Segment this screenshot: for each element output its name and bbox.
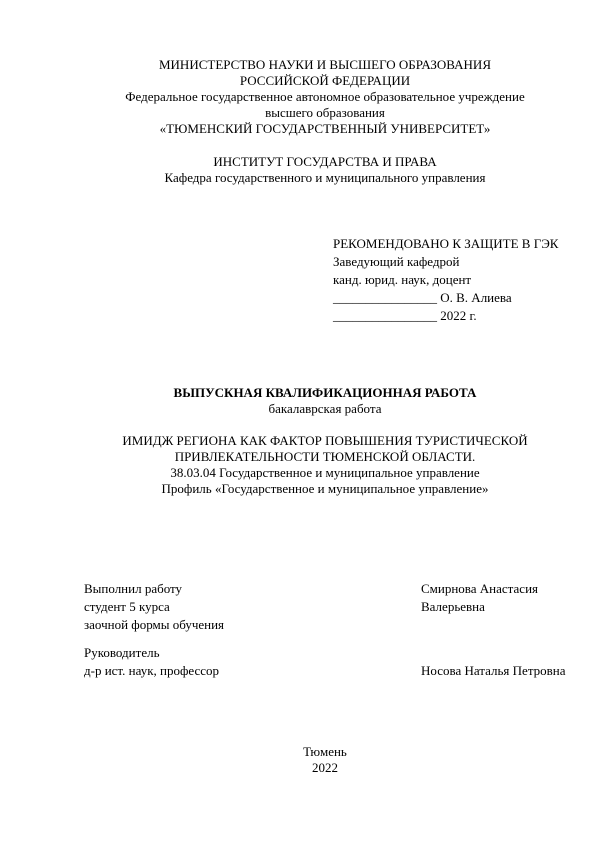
supervisor-label-1: Руководитель xyxy=(84,645,160,660)
approval-head-degree: канд. юрид. наук, доцент xyxy=(333,272,472,287)
university-name: «ТЮМЕНСКИЙ ГОСУДАРСТВЕННЫЙ УНИВЕРСИТЕТ» xyxy=(159,121,491,136)
supervisor-name: Носова Наталья Петровна xyxy=(421,663,566,678)
author-label-2: студент 5 курса xyxy=(84,599,170,614)
work-type-title: ВЫПУСКНАЯ КВАЛИФИКАЦИОННАЯ РАБОТА xyxy=(173,385,477,400)
approval-title: РЕКОМЕНДОВАНО К ЗАЩИТЕ В ГЭК xyxy=(333,236,559,251)
author-label-3: заочной формы обучения xyxy=(84,617,225,632)
approval-signature-line: ________________ О. В. Алиева xyxy=(333,290,512,305)
work-subtype: бакалаврская работа xyxy=(268,401,382,416)
city: Тюмень xyxy=(303,744,347,759)
institute-header xyxy=(60,154,590,186)
roles-column xyxy=(84,580,384,680)
spacer xyxy=(84,634,384,644)
city-year-footer xyxy=(230,744,420,776)
study-program xyxy=(60,465,590,497)
ministry-line-2: РОССИЙСКОЙ ФЕДЕРАЦИИ xyxy=(239,73,411,88)
work-type xyxy=(60,385,590,417)
program-profile: Профиль «Государственное и муниципальное управление» xyxy=(161,481,489,496)
author-name-line-2: Валерьевна xyxy=(421,599,485,614)
department-name: Кафедра государственного и муниципального управления xyxy=(164,170,486,185)
approval-stamp xyxy=(333,235,593,325)
ministry-header xyxy=(60,57,590,137)
topic-line-1: ИМИДЖ РЕГИОНА КАК ФАКТОР ПОВЫШЕНИЯ ТУРИСТИЧЕСКОЙ xyxy=(122,433,528,448)
year: 2022 xyxy=(312,760,338,775)
program-code: 38.03.04 Государственное и муниципальное управление xyxy=(170,465,480,480)
institution-line-2: высшего образования xyxy=(265,105,385,120)
names-column xyxy=(421,580,591,680)
spacer xyxy=(421,634,591,644)
supervisor-label-2: д-р ист. наук, профессор xyxy=(84,663,220,678)
approval-head-position: Заведующий кафедрой xyxy=(333,254,460,269)
ministry-line-1: МИНИСТЕРСТВО НАУКИ И ВЫСШЕГО ОБРАЗОВАНИЯ xyxy=(158,57,491,72)
approval-date-line: ________________ 2022 г. xyxy=(333,308,477,323)
institution-line-1: Федеральное государственное автономное образовательное учреждение xyxy=(125,89,525,104)
author-name-line-1: Смирнова Анастасия xyxy=(421,581,538,596)
thesis-topic xyxy=(60,433,590,465)
author-label-1: Выполнил работу xyxy=(84,581,183,596)
blank-line xyxy=(421,644,591,662)
topic-line-2: ПРИВЛЕКАТЕЛЬНОСТИ ТЮМЕНСКОЙ ОБЛАСТИ. xyxy=(174,449,476,464)
blank-line xyxy=(421,616,591,634)
institute-name: ИНСТИТУТ ГОСУДАРСТВА И ПРАВА xyxy=(213,154,437,169)
